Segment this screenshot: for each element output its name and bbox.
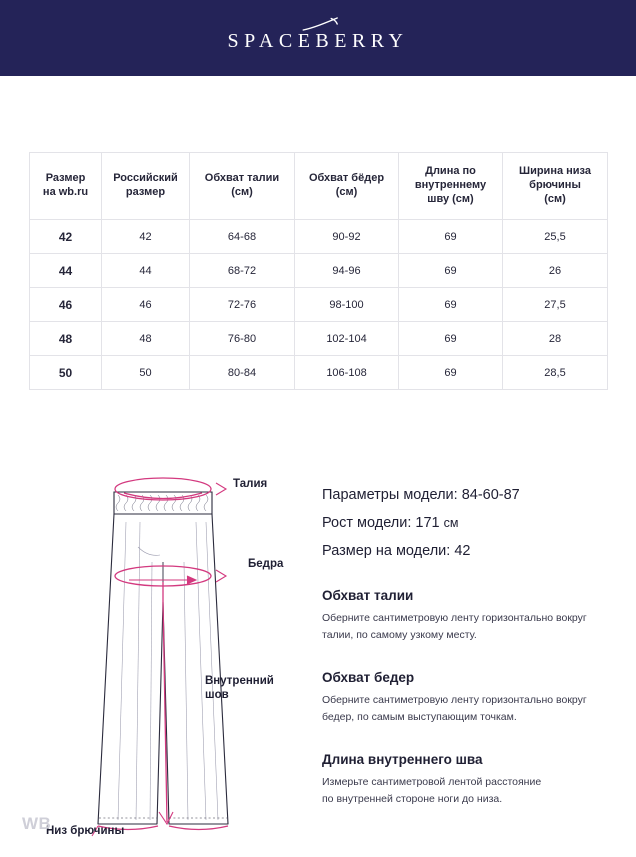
cell-hips: 98-100 xyxy=(295,288,399,322)
label-inseam-line2: шов xyxy=(205,689,229,702)
cell-leg-width: 28 xyxy=(503,322,608,356)
label-bottom: Низ брючины xyxy=(46,825,125,837)
header-line: Размер xyxy=(45,172,86,185)
model-params xyxy=(322,485,614,562)
cell-ru-size: 50 xyxy=(102,356,190,390)
instruction-text xyxy=(322,692,614,726)
cell-ru-size: 48 xyxy=(102,322,190,356)
table-header-row xyxy=(30,153,608,220)
trousers-diagram xyxy=(26,452,304,857)
instruction-text xyxy=(322,774,614,808)
footer xyxy=(22,814,51,834)
header-line: (см) xyxy=(544,192,566,205)
label-hips: Бедра xyxy=(248,558,284,570)
cell-ru-size: 44 xyxy=(102,254,190,288)
cell-waist: 80-84 xyxy=(190,356,295,390)
header-line: внутреннему xyxy=(414,179,487,192)
cell-inseam: 69 xyxy=(399,356,503,390)
info-column xyxy=(304,452,614,857)
model-size: Размер на модели: 42 xyxy=(322,542,471,559)
header-line: (см) xyxy=(231,186,253,198)
cell-wb-size: 50 xyxy=(30,356,102,390)
cell-wb-size: 44 xyxy=(30,254,102,288)
column-header-wb-size xyxy=(30,153,102,220)
column-header-leg-width xyxy=(503,153,608,220)
cell-leg-width: 25,5 xyxy=(503,220,608,254)
header-line: Ширина низа xyxy=(519,165,591,178)
header-line: на wb.ru xyxy=(42,186,89,198)
cell-ru-size: 42 xyxy=(102,220,190,254)
cell-leg-width: 28,5 xyxy=(503,356,608,390)
instruction-text-line1: Оберните сантиметровую ленту горизонтально вокруг xyxy=(322,694,587,707)
cell-inseam: 69 xyxy=(399,322,503,356)
cell-hips: 106-108 xyxy=(295,356,399,390)
cell-leg-width: 26 xyxy=(503,254,608,288)
table-row xyxy=(30,288,608,322)
cell-ru-size: 46 xyxy=(102,288,190,322)
header-line: размер xyxy=(125,186,166,198)
header-line: шву (см) xyxy=(427,192,474,205)
column-header-inseam xyxy=(399,153,503,220)
model-height-unit: см xyxy=(443,515,459,530)
size-table xyxy=(29,152,608,390)
instruction-waist xyxy=(322,588,614,644)
instruction-text-line2: бедер, по самым выступающим точкам. xyxy=(322,711,517,724)
instruction-text-line1: Оберните сантиметровую ленту горизонтально вокруг xyxy=(322,612,587,625)
instruction-hips xyxy=(322,670,614,726)
instruction-text-line2: талии, по самому узкому месту. xyxy=(322,629,477,642)
instruction-text xyxy=(322,610,614,644)
instruction-title: Обхват талии xyxy=(322,588,414,604)
cell-waist: 76-80 xyxy=(190,322,295,356)
page-header xyxy=(0,0,636,76)
brand-logo xyxy=(228,24,409,53)
label-inseam xyxy=(205,674,297,703)
instruction-text-line2: по внутренней стороне ноги до низа. xyxy=(322,793,503,806)
header-line: Обхват бёдер xyxy=(308,172,385,185)
cell-leg-width: 27,5 xyxy=(503,288,608,322)
cell-wb-size: 42 xyxy=(30,220,102,254)
table-row xyxy=(30,322,608,356)
table-row xyxy=(30,220,608,254)
cell-hips: 94-96 xyxy=(295,254,399,288)
swoosh-icon xyxy=(301,17,341,38)
instruction-inseam xyxy=(322,752,614,808)
cell-wb-size: 46 xyxy=(30,288,102,322)
instruction-text-line1: Измерьте сантиметровой лентой расстояние xyxy=(322,776,542,789)
header-line: Российский xyxy=(113,172,178,185)
column-header-ru-size xyxy=(102,153,190,220)
measurement-section xyxy=(0,452,636,857)
size-table-wrap xyxy=(29,152,607,390)
instruction-title: Обхват бедер xyxy=(322,670,415,686)
trousers-illustration xyxy=(26,452,304,852)
cell-inseam: 69 xyxy=(399,254,503,288)
cell-inseam: 69 xyxy=(399,220,503,254)
table-row xyxy=(30,254,608,288)
instruction-title: Длина внутреннего шва xyxy=(322,752,483,768)
column-header-waist xyxy=(190,153,295,220)
label-waist: Талия xyxy=(233,478,268,490)
model-height xyxy=(322,513,614,535)
cell-hips: 90-92 xyxy=(295,220,399,254)
label-inseam-line1: Внутренний xyxy=(205,675,274,687)
table-row xyxy=(30,356,608,390)
cell-hips: 102-104 xyxy=(295,322,399,356)
column-header-hips xyxy=(295,153,399,220)
header-line: Обхват талии xyxy=(204,172,280,185)
wb-watermark: WB xyxy=(22,814,52,833)
cell-waist: 68-72 xyxy=(190,254,295,288)
model-measurements: Параметры модели: 84-60-87 xyxy=(322,487,520,503)
header-line: Длина по xyxy=(425,165,476,178)
cell-waist: 72-76 xyxy=(190,288,295,322)
cell-inseam: 69 xyxy=(399,288,503,322)
cell-wb-size: 48 xyxy=(30,322,102,356)
brand-name: SPACEBERRY xyxy=(227,29,409,52)
header-line: (см) xyxy=(335,186,358,198)
cell-waist: 64-68 xyxy=(190,220,295,254)
model-height-value: Рост модели: 171 xyxy=(322,514,440,531)
header-line: брючины xyxy=(529,179,581,192)
